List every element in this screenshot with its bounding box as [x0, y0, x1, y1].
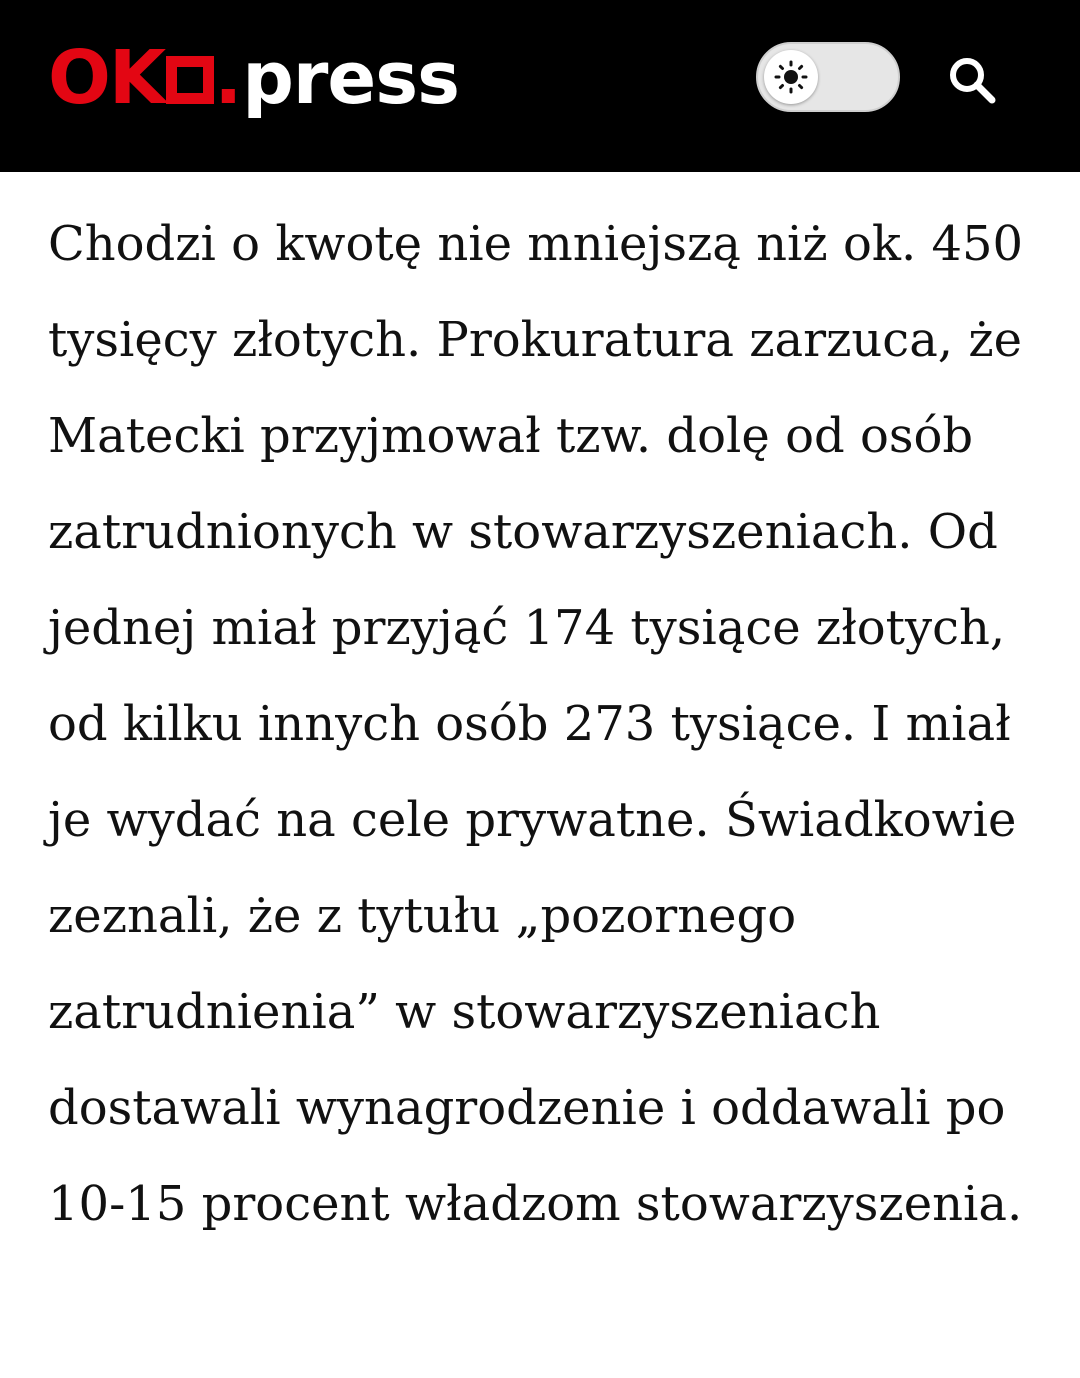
search-icon — [946, 54, 998, 106]
article-paragraph: Chodzi o kwotę nie mniejszą niż ok. 450 tysięcy złotych. Prokuratura zarzuca, że Matecki przyjmował tzw. dolę od osób zatrudnionych w stowarzyszeniach. Od jednej miał przyjąć 174 tysiące złotych, od kilku innych osób 273 tysiące. I miał je wydać na cele prywatne. Świadkowie zeznali, że z tytułu „pozornego zatrudnienia” w stowarzyszeniach dostawali wynagrodzenie i oddawali po 10-15 procent władzom stowarzyszenia. — [48, 216, 1024, 1232]
site-header — [0, 0, 1080, 172]
logo-dot: . — [214, 35, 243, 121]
theme-toggle[interactable] — [756, 42, 900, 112]
sun-icon — [774, 60, 808, 94]
logo-press-text: press — [242, 36, 459, 120]
logo-oko-text: OK — [48, 35, 165, 121]
logo-square-mark — [166, 56, 214, 104]
search-button[interactable] — [944, 52, 1000, 108]
theme-toggle-knob[interactable] — [764, 50, 818, 104]
site-logo[interactable] — [48, 35, 459, 121]
